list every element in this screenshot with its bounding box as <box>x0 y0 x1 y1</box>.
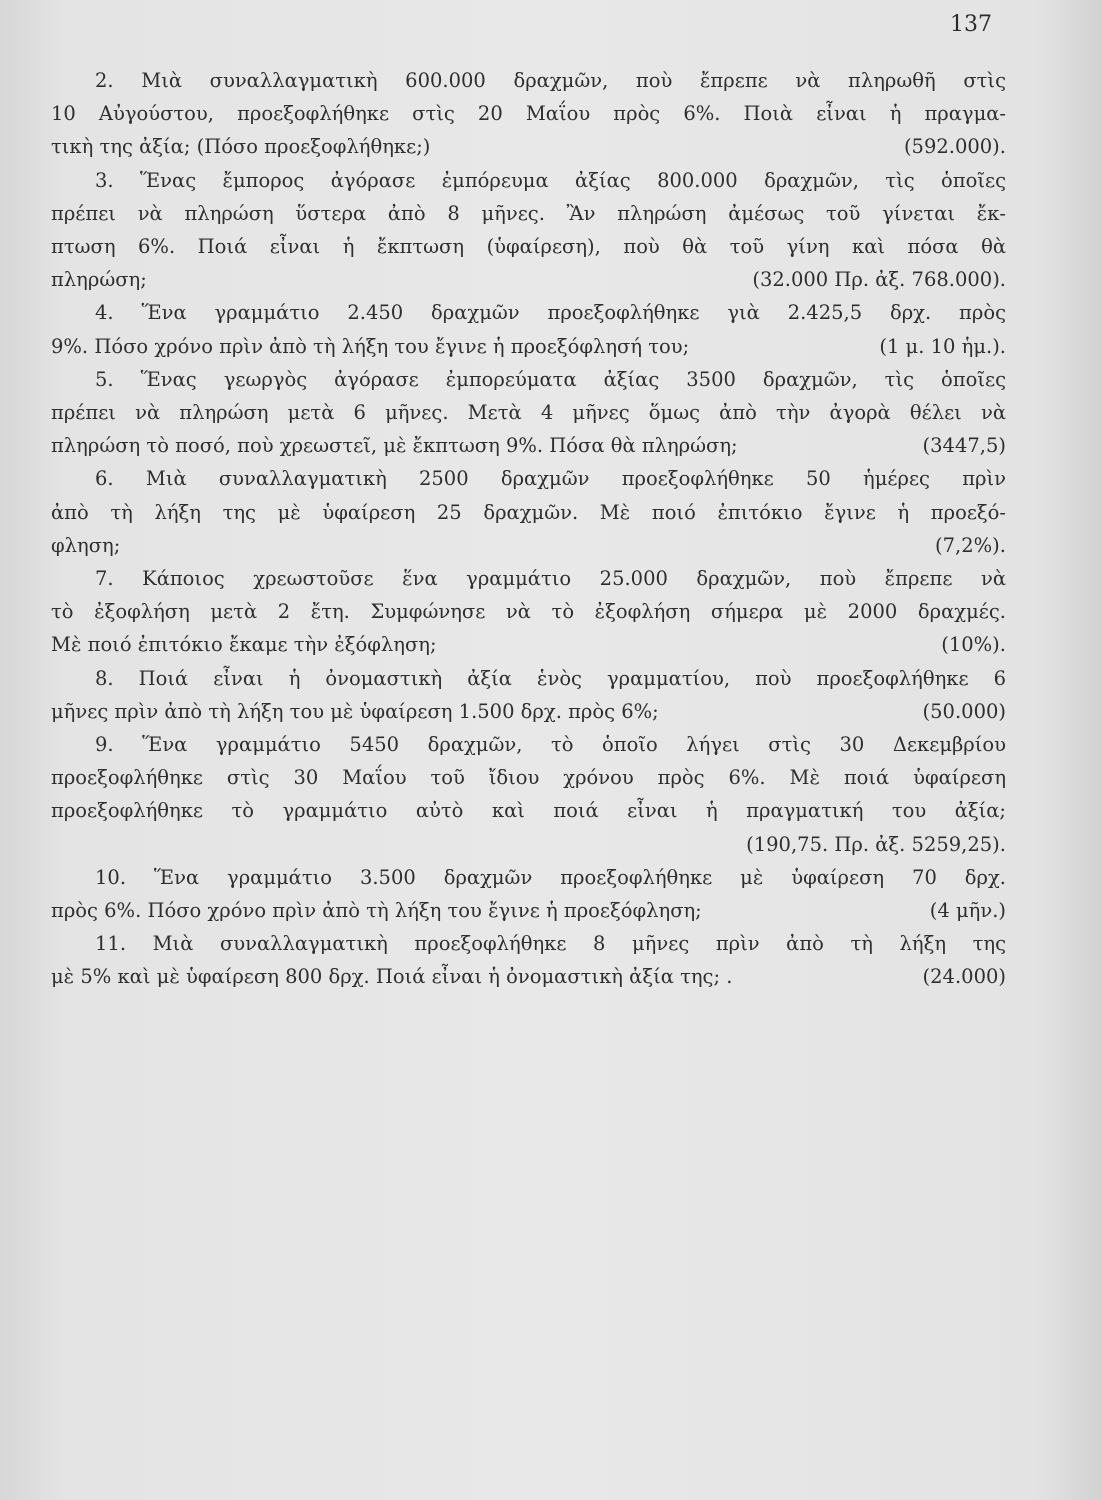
problem-line: τικὴ της ἀξία; (Πόσο προεξοφλήθηκε;) <box>51 135 431 159</box>
problem-6 <box>51 462 1006 562</box>
problem-line: 4. Ἕνα γραμμάτιο 2.450 δραχμῶν προεξοφλήθηκε γιὰ 2.425,5 δρχ. πρὸς <box>95 301 1006 325</box>
problem-line: μὲ 5% καὶ μὲ ὑφαίρεση 800 δρχ. Ποιά εἶναι ἡ ὀνομαστικὴ ἀξία της; . <box>51 965 733 989</box>
problem-answer: (1 μ. 10 ἡμ.). <box>879 334 1006 358</box>
problem-5 <box>51 363 1006 463</box>
problem-line: 8. Ποιά εἶναι ἡ ὀνομαστικὴ ἀξία ἑνὸς γραμματίου, ποὺ προεξοφλήθηκε 6 <box>95 666 1006 690</box>
problem-line: 2. Μιὰ συναλλαγματικὴ 600.000 δραχμῶν, ποὺ ἔπρεπε νὰ πληρωθῆ στὶς <box>95 69 1006 92</box>
problem-answer: (7,2%). <box>935 533 1006 557</box>
problem-last-line <box>51 429 1006 462</box>
problem-line: προεξοφλήθηκε στὶς 30 Μαΐου τοῦ ἴδιου χρόνου πρὸς 6%. Μὲ ποιά ὑφαίρεση <box>51 766 1006 790</box>
problem-line: 11. Μιὰ συναλλαγματικὴ προεξοφλήθηκε 8 μῆνες πρὶν ἀπὸ τὴ λήξη της <box>95 932 1006 956</box>
problem-line: 9%. Πόσο χρόνο πρὶν ἀπὸ τὴ λήξη του ἔγινε ἡ προεξόφλησή του; <box>51 334 690 358</box>
problem-last-line <box>51 894 1006 927</box>
problem-answer: (3447,5) <box>922 434 1006 458</box>
problem-line: Μὲ ποιό ἐπιτόκιο ἔκαμε τὴν ἐξόφληση; <box>51 633 437 657</box>
problem-last-line <box>51 130 1006 163</box>
problem-11 <box>51 927 1006 993</box>
problem-last-line <box>51 529 1006 562</box>
problem-answer: (50.000) <box>922 699 1006 723</box>
problem-line: πληρώση τὸ ποσό, ποὺ χρεωστεῖ, μὲ ἔκπτωση 9%. Πόσα θὰ πληρώση; <box>51 434 738 458</box>
problem-last-line <box>51 695 1006 728</box>
problem-line: 3. Ἕνας ἔμπορος ἀγόρασε ἐμπόρευμα ἀξίας 800.000 δραχμῶν, τὶς ὁποῖες <box>95 168 1006 192</box>
problem-last-line <box>51 263 1006 296</box>
problem-line: 5. Ἕνας γεωργὸς ἀγόρασε ἐμπορεύματα ἀξίας 3500 δραχμῶν, τὶς ὁποῖες <box>95 367 1006 391</box>
problem-8 <box>51 662 1006 728</box>
problem-line: 10 Αὐγούστου, προεξοφλήθηκε στὶς 20 Μαΐου πρὸς 6%. Ποιὰ εἶναι ἡ πραγμα- <box>51 102 1006 126</box>
problem-line: 9. Ἕνα γραμμάτιο 5450 δραχμῶν, τὸ ὁποῖο λήγει στὶς 30 Δεκεμβρίου <box>95 733 1006 757</box>
problem-answer: (32.000 Πρ. ἀξ. 768.000). <box>752 268 1006 292</box>
problem-line: πληρώση; <box>51 268 147 292</box>
problem-line: προεξοφλήθηκε τὸ γραμμάτιο αὐτὸ καὶ ποιά εἶναι ἡ πραγματική του ἀξία; <box>51 799 1006 823</box>
problem-line: μῆνες πρὶν ἀπὸ τὴ λήξη του μὲ ὑφαίρεση 1.500 δρχ. πρὸς 6%; <box>51 699 659 723</box>
problem-line: 6. Μιὰ συναλλαγματικὴ 2500 δραχμῶν προεξοφλήθηκε 50 ἡμέρες πρὶν <box>95 467 1006 491</box>
problem-answer: (4 μῆν.) <box>929 899 1006 923</box>
problem-line: πρέπει νὰ πληρώση μετὰ 6 μῆνες. Μετὰ 4 μῆνες ὅμως ἀπὸ τὴν ἀγορὰ θέλει νὰ <box>51 401 1006 425</box>
problem-line: τὸ ἐξοφλήση μετὰ 2 ἔτη. Συμφώνησε νὰ τὸ ἐξοφλήση σήμερα μὲ 2000 δραχμές. <box>51 600 1006 624</box>
problem-last-line <box>51 628 1006 661</box>
problem-answer: (24.000) <box>922 965 1006 989</box>
problem-last-line <box>51 960 1006 993</box>
problem-answer: (10%). <box>941 633 1006 657</box>
problem-line: 7. Κάποιος χρεωστοῦσε ἕνα γραμμάτιο 25.000 δραχμῶν, ποὺ ἔπρεπε νὰ <box>95 567 1006 591</box>
problem-line: πρέπει νὰ πληρώση ὕστερα ἀπὸ 8 μῆνες. Ἂν πληρώση ἀμέσως τοῦ γίνεται ἔκ- <box>51 201 1006 225</box>
page-number: 137 <box>950 12 992 37</box>
problem-answer: (592.000). <box>903 135 1006 159</box>
problem-last-line <box>51 828 1006 861</box>
problem-3 <box>51 164 1006 297</box>
problem-line: φληση; <box>51 533 121 557</box>
problem-line: 10. Ἕνα γραμμάτιο 3.500 δραχμῶν προεξοφλήθηκε μὲ ὑφαίρεση 70 δρχ. <box>95 865 1006 889</box>
problem-4 <box>51 296 1006 362</box>
problem-line: ἀπὸ τὴ λήξη της μὲ ὑφαίρεση 25 δραχμῶν. Μὲ ποιό ἐπιτόκιο ἔγινε ἡ προεξό- <box>51 500 1006 524</box>
problem-answer: (190,75. Πρ. ἀξ. 5259,25). <box>746 832 1006 856</box>
problem-list <box>51 64 1006 994</box>
problem-last-line <box>51 330 1006 363</box>
problem-7 <box>51 562 1006 662</box>
problem-line: πρὸς 6%. Πόσο χρόνο πρὶν ἀπὸ τὴ λήξη του ἔγινε ἡ προεξόφληση; <box>51 899 702 923</box>
problem-10 <box>51 861 1006 927</box>
problem-2 <box>51 64 1006 164</box>
problem-9 <box>51 728 1006 861</box>
problem-line: πτωση 6%. Ποιά εἶναι ἡ ἔκπτωση (ὑφαίρεση), ποὺ θὰ τοῦ γίνη καὶ πόσα θὰ <box>51 235 1006 259</box>
